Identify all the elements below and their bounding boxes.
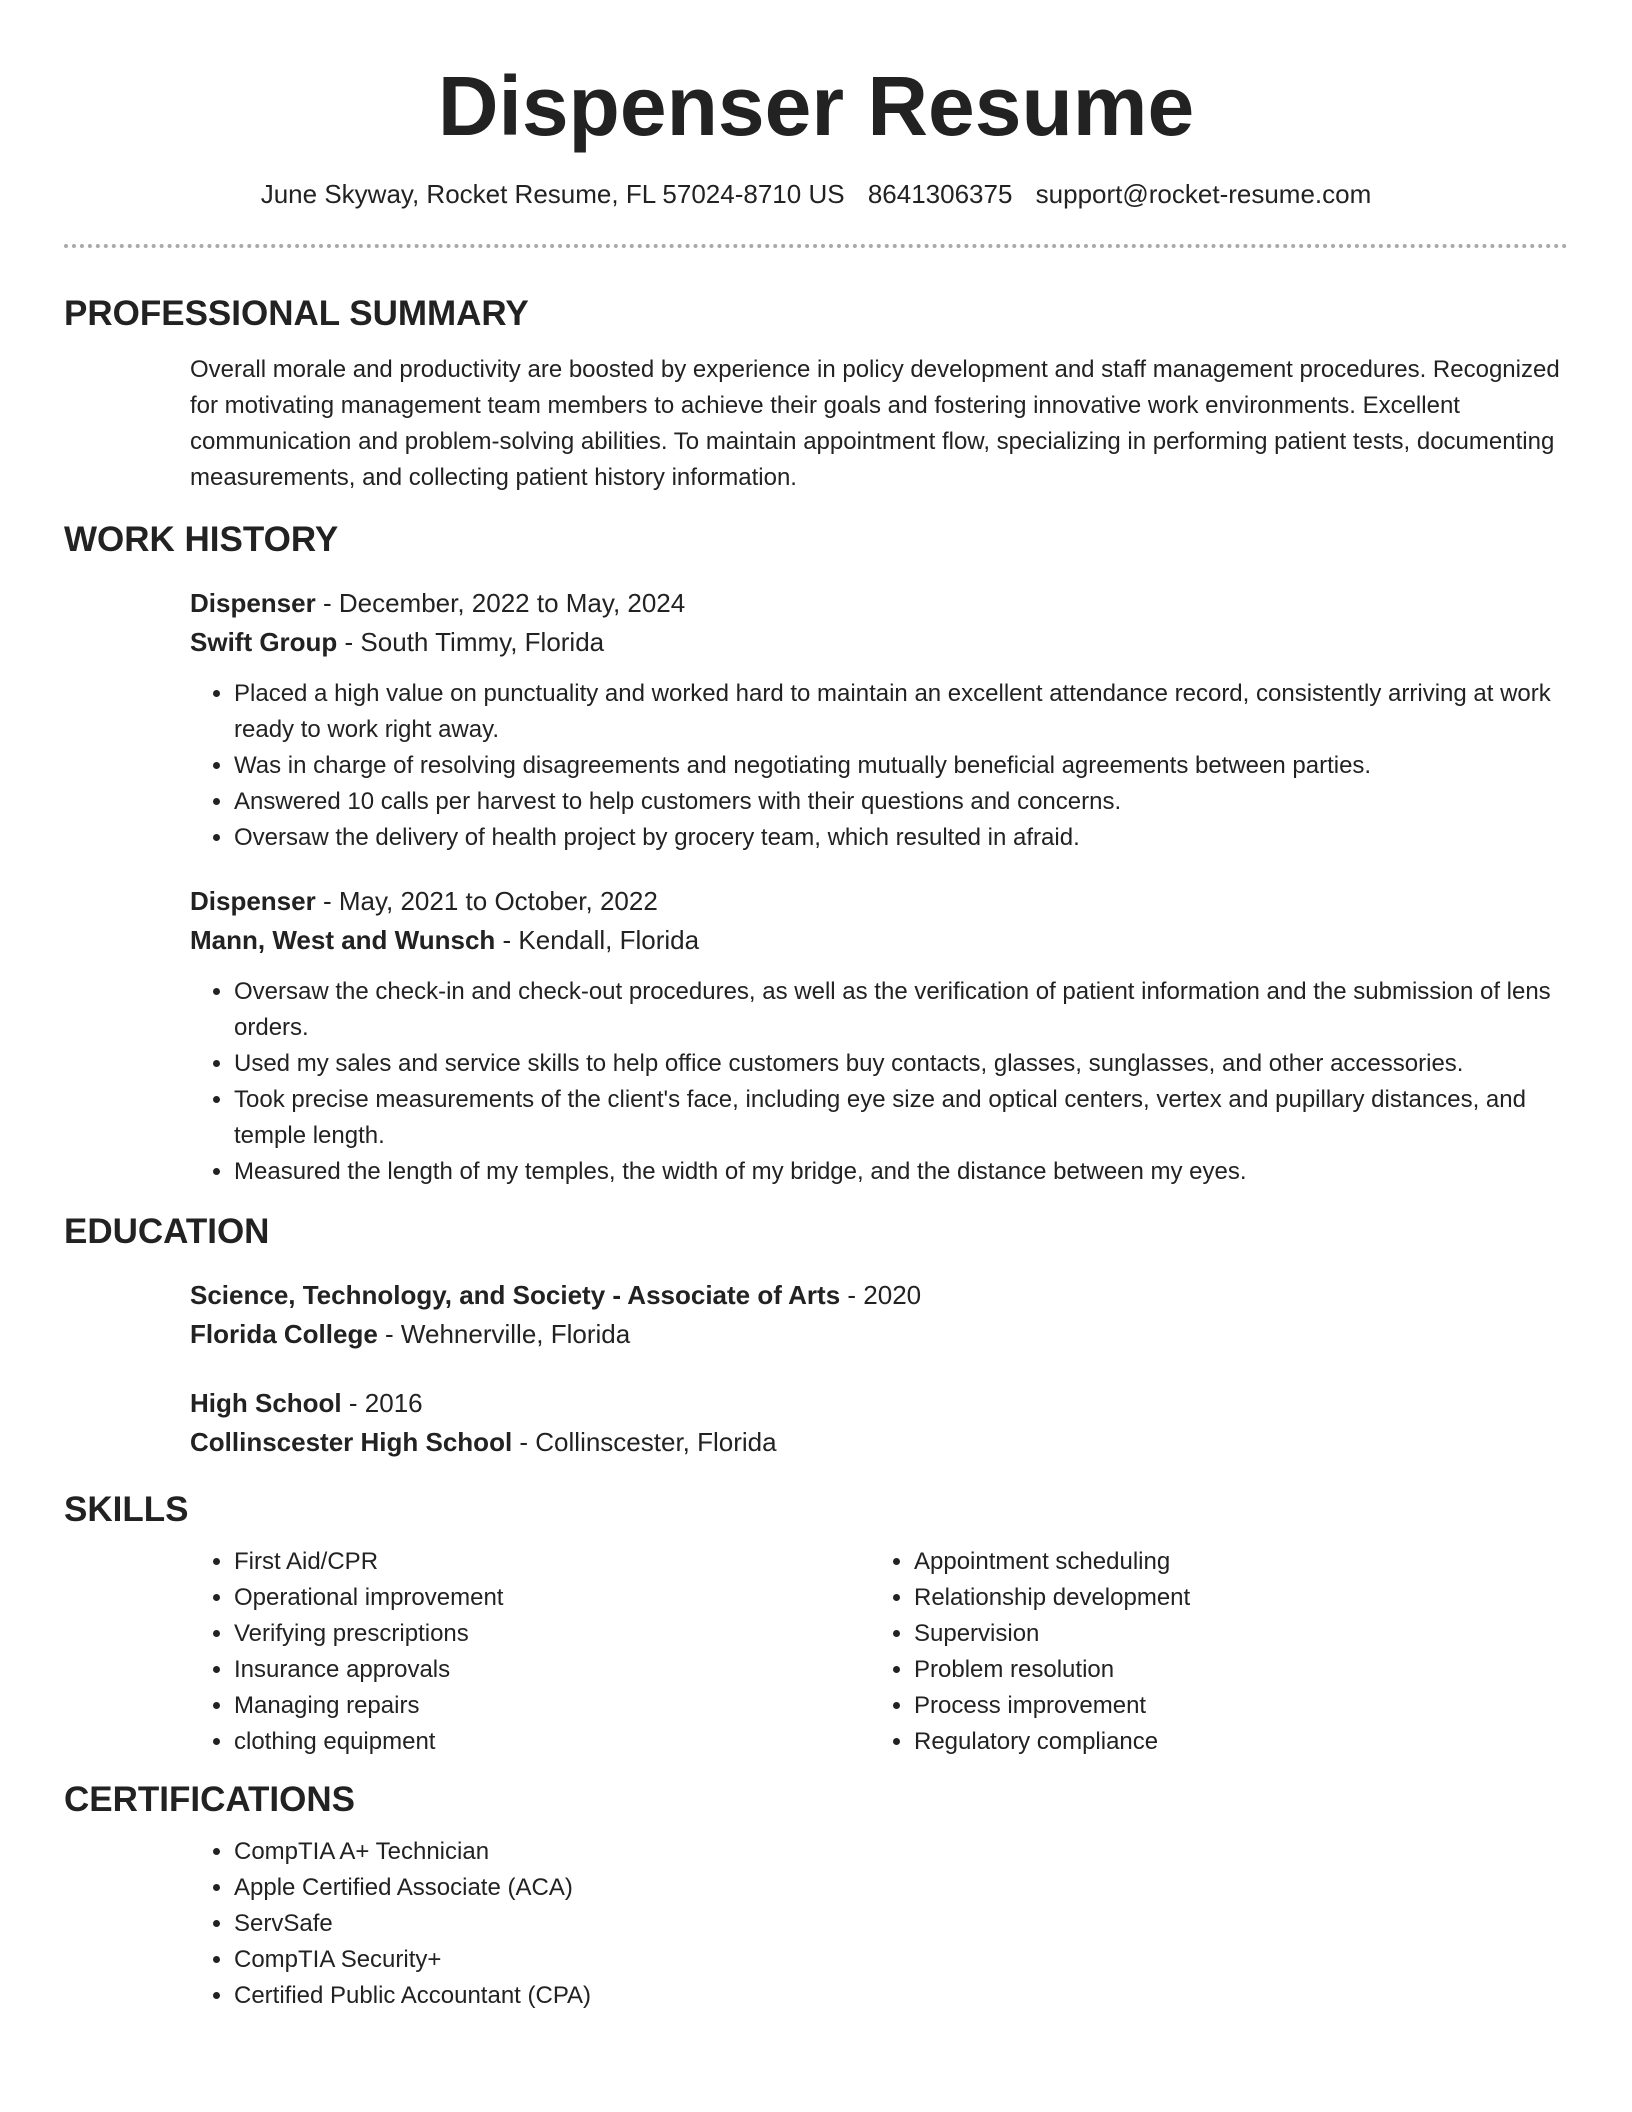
job-role: Dispenser [190,886,316,916]
list-item: • Insurance approvals [234,1652,870,1688]
summary-text: Overall morale and productivity are boosted by experience in policy development and staff management procedures. Recognized for motivating management team members to achieve their goals and fostering innovative work environments. Excellent communication and problem-solving abilities. To maintain appointment flow, specializing in performing patient tests, documenting measurements, and collecting patient history information. [190,356,1560,491]
list-item: • Placed a high value on punctuality and worked hard to maintain an excellent attendance record, consistently arriving at work ready to work right away. [234,676,1568,748]
contact-phone: 8641306375 [867,179,1013,209]
list-item: • Certified Public Accountant (CPA) [234,1978,1568,2014]
list-item: • Managing repairs [234,1688,870,1724]
section-title-certifications: CERTIFICATIONS [64,1780,356,1819]
list-item: • Supervision [914,1616,1550,1652]
education-school-line [190,1315,1568,1354]
list-item: • ServSafe [234,1906,1568,1942]
skills-grid [190,1544,1568,1760]
contact-address: June Skyway, Rocket Resume, FL 57024-8710 US [260,179,845,209]
education-section [64,1210,1568,1462]
resume-title: Dispenser Resume [437,59,1195,153]
list-item: • Verifying prescriptions [234,1616,870,1652]
list-item: • Took precise measurements of the client's face, including eye size and optical centers, vertex and pupillary distances, and temple length. [234,1082,1568,1154]
job-bullets [190,974,1568,1190]
job-company: Swift Group [190,627,338,657]
education-year: - 2020 [840,1280,922,1310]
job-location: - Kendall, Florida [495,925,700,955]
education-degree-line [190,1384,1568,1423]
list-item: • Oversaw the check-in and check-out procedures, as well as the verification of patient information and the submission of lens orders. [234,974,1568,1046]
education-year: - 2016 [341,1388,423,1418]
contact-line [64,178,1568,210]
list-item: • CompTIA Security+ [234,1942,1568,1978]
job-title-line [190,882,1568,921]
education-location: - Collinscester, Florida [512,1427,777,1457]
job-bullets [190,676,1568,856]
job-location: - South Timmy, Florida [337,627,605,657]
list-item: • Relationship development [914,1580,1550,1616]
contact-email: support@rocket-resume.com [1035,179,1372,209]
education-school: Collinscester High School [190,1427,513,1457]
job-dates: - May, 2021 to October, 2022 [315,886,658,916]
summary-section [64,292,1568,496]
job-entry [64,882,1568,1190]
certifications-list [190,1834,1568,2014]
list-item: • Oversaw the delivery of health project by grocery team, which resulted in afraid. [234,820,1568,856]
education-entry [64,1276,1568,1354]
education-entry [64,1384,1568,1462]
skills-column-right [870,1544,1550,1760]
education-school-line [190,1423,1568,1462]
list-item: • Used my sales and service skills to help office customers buy contacts, glasses, sunglasses, and other accessories. [234,1046,1568,1082]
work-history-section [64,518,1568,1190]
job-role: Dispenser [190,588,316,618]
list-item: • Regulatory compliance [914,1724,1550,1760]
job-entry [64,584,1568,856]
education-degree-line [190,1276,1568,1315]
list-item: • First Aid/CPR [234,1544,870,1580]
section-title-summary: PROFESSIONAL SUMMARY [64,294,529,333]
job-company-line [190,623,1568,662]
job-title-line [190,584,1568,623]
list-item: • Problem resolution [914,1652,1550,1688]
section-title-education: EDUCATION [64,1212,270,1251]
list-item: • Answered 10 calls per harvest to help customers with their questions and concerns. [234,784,1568,820]
section-title-work-history: WORK HISTORY [64,520,339,559]
education-school: Florida College [190,1319,378,1349]
job-company-line [190,921,1568,960]
list-item: • Operational improvement [234,1580,870,1616]
list-item: • Was in charge of resolving disagreements and negotiating mutually beneficial agreements between parties. [234,748,1568,784]
list-item: • Process improvement [914,1688,1550,1724]
resume-page [64,0,1568,2014]
list-item: • Apple Certified Associate (ACA) [234,1870,1568,1906]
education-degree: High School [190,1388,342,1418]
list-item: • CompTIA A+ Technician [234,1834,1568,1870]
certifications-section [64,1778,1568,2014]
education-degree: Science, Technology, and Society - Associate of Arts [190,1280,841,1310]
skills-section [64,1488,1568,1760]
section-title-skills: SKILLS [64,1490,189,1529]
skills-column-left [190,1544,870,1760]
job-dates: - December, 2022 to May, 2024 [315,588,686,618]
job-company: Mann, West and Wunsch [190,925,496,955]
list-item: • Measured the length of my temples, the width of my bridge, and the distance between my eyes. [234,1154,1568,1190]
list-item: • clothing equipment [234,1724,870,1760]
education-location: - Wehnerville, Florida [377,1319,631,1349]
header-divider [64,244,1568,248]
list-item: • Appointment scheduling [914,1544,1550,1580]
